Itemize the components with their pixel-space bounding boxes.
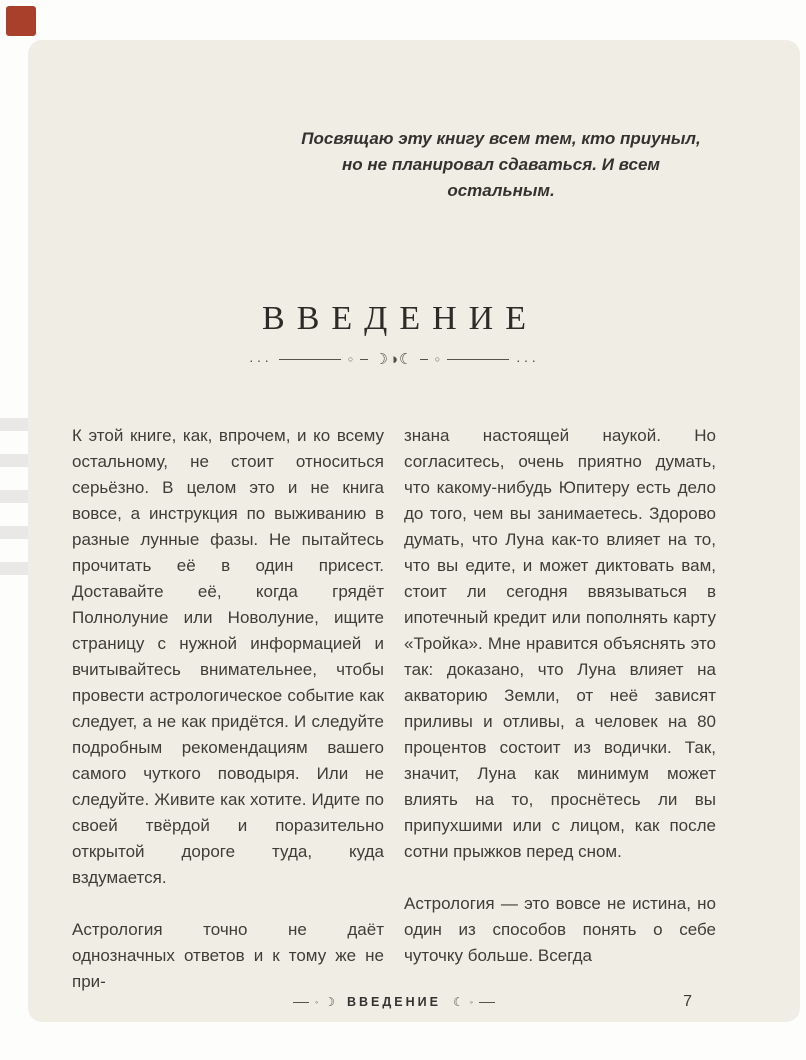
paragraph: знана настоящей наукой. Но согласитесь, очень приятно думать, что какому-нибудь Юпитеру есть дело до того, чем вы занимаетесь. Здорово думать, что Луна как-то влияет на то, что вы едите, и может диктовать вам, стоит ли сегодня ввязываться в ипотечный кредит или пополнять карту «Тройка». Мне нравится объяснять это так: доказано, что Луна влияет на акваторию Земли, от неё зависят приливы и отливы, а человек на 80 процентов состоит из водички. Так, значит, Луна как минимум может влиять на то, проснётесь ли вы припухшими или с лицом, как после сотни прыжков перед сном. [404,426,716,861]
ring-icon: ◦ [469,996,473,1007]
footer-section-title: ВВЕДЕНИЕ [347,995,441,1009]
corner-bookmark-button[interactable] [6,6,36,36]
moon-icon: ☾ [452,995,464,1009]
moon-phases-icon: ☽◑☾ [374,351,414,368]
moon-icon: ☽ [324,995,335,1009]
column-right [404,423,716,995]
divider-line [447,359,509,360]
column-left [72,423,384,995]
ring-icon: ◦ [315,996,319,1007]
ring-icon: ○ [347,354,354,364]
paragraph: Астрология точно не даёт однозначных ответов и к тому же не при- [72,920,384,991]
page-number: 7 [683,993,692,1010]
divider-line [479,1002,495,1003]
epigraph-line-2: но не планировал сдаваться. И всем остальным. [342,155,660,200]
body-text [72,423,716,995]
dots-icon: ··· [249,351,272,368]
dots-icon: ··· [516,351,539,368]
divider-line [279,359,341,360]
epigraph-line-1: Посвящаю эту книгу всем тем, кто приуныл, [301,129,701,148]
paragraph: К этой книге, как, впрочем, и ко всему остальному, не стоит относиться серьёзно. В целом это и не книга вовсе, а инструкция по выживанию в разные лунные фазы. Не пытайтесь прочитать её в один присест. Доставайте её, когда грядёт Полнолуние или Новолуние, ищите страницу с нужной информацией и вчитывайтесь внимательнее, чтобы провести астрологическое событие как следует, а не как придётся. И следуйте подробным рекомендациям вашего самого чуткого поводыря. Или не следуйте. Живите как хотите. Идите по своей твёрдой и поразительно открытой дороге туда, куда вздумается. [72,426,384,887]
divider-line [360,359,367,360]
book-page [28,40,800,1022]
ring-icon: ○ [434,354,441,364]
epigraph [286,126,716,204]
page-title: ВВЕДЕНИЕ [262,300,538,337]
divider-line [293,1002,309,1003]
paragraph: Астрология — это вовсе не истина, но один из способов понять о себе чуточку больше. Всегда [404,894,716,965]
divider-line [420,359,427,360]
page-footer [72,995,716,1009]
title-ornament [249,352,539,367]
